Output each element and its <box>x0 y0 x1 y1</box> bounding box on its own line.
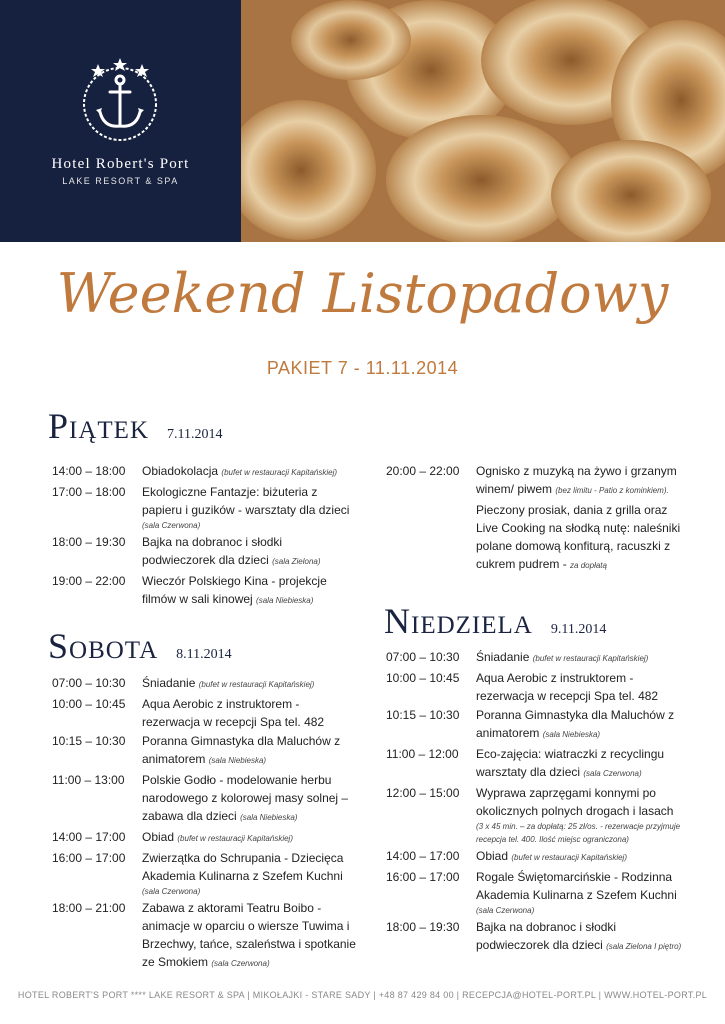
event-note: (sala Czerwona) <box>142 521 201 530</box>
list-item <box>386 462 686 500</box>
package-subtitle: PAKIET 7 - 11.11.2014 <box>266 358 459 378</box>
event-note: (sala Czerwona) <box>211 959 270 968</box>
event-time: 10:15 – 10:30 <box>52 734 126 748</box>
event-text: Obiadokolacja <box>142 464 219 478</box>
event-text: Aqua Aerobic z instruktorem - rezerwacja w recepcji Spa tel. 482 <box>476 671 659 703</box>
list-item <box>52 462 357 482</box>
event-text: Bajka na dobranoc i słodki podwieczorek dla dzieci <box>476 920 617 952</box>
event-note: (sala Niebieska) <box>240 813 298 822</box>
event-note: (sala Czerwona) <box>583 769 642 778</box>
event-note: (bufet w restauracji Kapitańskiej) <box>532 654 649 663</box>
list-item <box>52 771 357 827</box>
friday-evening-events <box>386 462 686 576</box>
event-text: Obiad <box>142 830 175 844</box>
event-text: Rogale Świętomarcińskie - Rodzinna Akademia Kulinarna z Szefem Kuchni <box>476 870 677 902</box>
event-note: (bufet w restauracji Kapitańskiej) <box>221 468 338 477</box>
hotel-subtitle: LAKE RESORT & SPA <box>62 176 179 186</box>
list-item <box>52 483 357 532</box>
event-note: (sala Niebieska) <box>542 730 601 739</box>
pastry-photo <box>241 0 725 242</box>
event-note: (sala Czerwona) <box>142 887 201 896</box>
event-note: (bufet w restauracji Kapitańskiej) <box>198 680 315 689</box>
event-time: 18:00 – 19:30 <box>386 920 460 934</box>
day-date: 7.11.2014 <box>167 427 223 442</box>
friday-events <box>52 462 357 611</box>
list-item <box>386 706 691 744</box>
event-time: 11:00 – 12:00 <box>386 747 459 761</box>
list-item <box>386 918 691 956</box>
event-text: Bajka na dobranoc i słodki podwieczorek dla dzieci <box>142 535 283 567</box>
event-time: 16:00 – 17:00 <box>52 851 126 865</box>
day-date: 8.11.2014 <box>176 647 232 662</box>
event-time: 14:00 – 18:00 <box>52 464 126 478</box>
list-item <box>386 847 691 867</box>
event-note: (bufet w restauracji Kapitańskiej) <box>511 853 627 862</box>
event-time: 07:00 – 10:30 <box>52 676 126 690</box>
event-text: Ognisko z muzyką na żywo i grzanym winem/ piwem <box>476 464 677 496</box>
event-time: 16:00 – 17:00 <box>386 870 460 884</box>
event-note: (bez limitu - Patio z kominkiem). <box>555 486 669 495</box>
day-name: Niedziela <box>384 601 533 641</box>
list-item <box>52 899 357 973</box>
event-text: Pieczony prosiak, dania z grilla oraz Live Cooking na słodką nutę: naleśniki polane domową konfiturą, racuszki z cukrem pudrem - <box>476 503 681 571</box>
anchor-logo-icon <box>72 52 168 148</box>
hotel-name: Hotel Robert's Port <box>51 156 190 172</box>
sunday-heading <box>384 600 606 642</box>
event-text: Zabawa z aktorami Teatru Boibo - animacje w oparciu o wiersze Tuwima i Brzechwy, tańce, szaleństwa i spotkanie ze Smokiem <box>142 901 356 969</box>
event-time: 18:00 – 21:00 <box>52 901 126 915</box>
event-note: (3 x 45 min. – za dopłatą: 25 zł/os. - rezerwacje przyjmuje recepcja tel. 400. Ilość miejsc ograniczona) <box>476 822 681 844</box>
event-text: Poranna Gimnastyka dla Maluchów z animatorem <box>142 734 341 766</box>
event-note: za dopłatą <box>570 561 607 570</box>
event-time: 10:00 – 10:45 <box>386 671 460 685</box>
list-item <box>52 732 357 770</box>
event-time: 11:00 – 13:00 <box>52 773 125 787</box>
event-time: 20:00 – 22:00 <box>386 464 460 478</box>
list-item <box>386 501 686 575</box>
event-text: Zwierzątka do Schrupania - Dziecięca Akademia Kulinarna z Szefem Kuchni <box>142 851 344 883</box>
list-item <box>52 849 357 898</box>
list-item <box>386 868 691 917</box>
event-time: 12:00 – 15:00 <box>386 786 460 800</box>
event-text: Eco-zajęcia: wiatraczki z recyclingu warsztaty dla dzieci <box>476 747 665 779</box>
day-date: 9.11.2014 <box>550 622 607 637</box>
list-item <box>386 669 691 705</box>
list-item <box>52 533 357 571</box>
saturday-events <box>52 674 357 974</box>
event-note: (sala Niebieska) <box>208 756 267 765</box>
event-time: 14:00 – 17:00 <box>386 849 460 863</box>
list-item <box>52 674 357 694</box>
event-text: Śniadanie <box>142 676 196 690</box>
list-item <box>52 695 357 731</box>
saturday-heading <box>48 625 232 667</box>
day-name: Piątek <box>48 406 149 446</box>
event-text: Wyprawa zaprzęgami konnymi po okolicznych polnych drogach i lasach <box>476 786 674 818</box>
event-time: 14:00 – 17:00 <box>52 830 126 844</box>
day-name: Sobota <box>48 626 159 666</box>
pastry-image <box>241 0 725 242</box>
list-item <box>386 784 691 846</box>
event-time <box>386 501 476 575</box>
event-note: (sala Niebieska) <box>256 596 314 605</box>
event-text: Śniadanie <box>476 650 530 664</box>
event-time: 10:15 – 10:30 <box>386 708 460 722</box>
list-item <box>386 648 691 668</box>
page-title: Weekend Listopadowy <box>56 262 669 325</box>
event-time: 19:00 – 22:00 <box>52 574 126 588</box>
event-time: 07:00 – 10:30 <box>386 650 460 664</box>
event-time: 18:00 – 19:30 <box>52 535 126 549</box>
event-note: (sala Zielona) <box>272 557 321 566</box>
event-text: Wieczór Polskiego Kina - projekcje filmów w sali kinowej <box>142 574 327 606</box>
event-note: (bufet w restauracji Kapitańskiej) <box>177 834 293 843</box>
event-text: Poranna Gimnastyka dla Maluchów z animatorem <box>476 708 675 740</box>
event-note: (sala Czerwona) <box>476 906 535 915</box>
event-text: Aqua Aerobic z instruktorem - rezerwacja w recepcji Spa tel. 482 <box>142 697 325 729</box>
list-item <box>52 572 357 610</box>
friday-heading <box>48 405 222 447</box>
sunday-events <box>386 648 691 957</box>
event-time: 10:00 – 10:45 <box>52 697 126 711</box>
event-text: Obiad <box>476 849 509 863</box>
header <box>0 0 725 242</box>
list-item <box>386 745 691 783</box>
event-text: Polskie Godło - modelowanie herbu narodowego z kolorowej masy solnej – zabawa dla dzieci <box>142 773 349 823</box>
event-note: (sala Zielona I piętro) <box>606 942 682 951</box>
footer-contact: HOTEL ROBERT'S PORT **** LAKE RESORT & SPA | MIKOŁAJKI - STARE SADY | +48 87 429 84 00 | RECEPCJA@HOTEL-PORT.PL | WWW.HOTEL-PORT.PL <box>17 990 708 1000</box>
event-time: 17:00 – 18:00 <box>52 485 126 499</box>
logo-panel <box>0 0 241 242</box>
list-item <box>52 828 357 848</box>
event-text: Ekologiczne Fantazje: biżuteria z papieru i guzików - warsztaty dla dzieci <box>142 485 350 517</box>
